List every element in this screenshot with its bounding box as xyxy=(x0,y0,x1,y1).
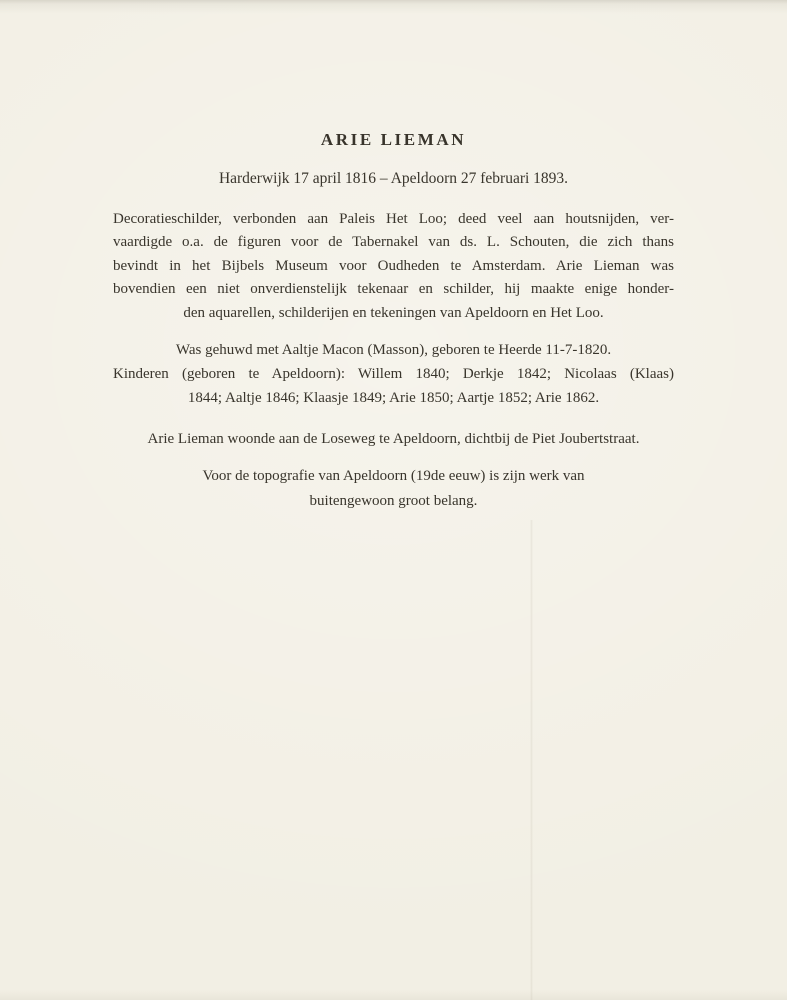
biography-paragraph xyxy=(113,208,674,325)
text-line: bevindt in het Bijbels Museum voor Oudheden te Amsterdam. Arie Lieman was xyxy=(113,257,674,274)
text-line: Arie Lieman woonde aan de Loseweg te Apeldoorn, dichtbij de Piet Joubertstraat. xyxy=(147,431,640,447)
text-line: Decoratieschilder, verbonden aan Paleis Het Loo; deed veel aan houtsnijden, ver- xyxy=(113,211,674,227)
page-title: ARIE LIEMAN xyxy=(320,130,467,149)
text-line: 1844; Aaltje 1846; Klaasje 1849; Arie 1850; Aartje 1852; Arie 1862. xyxy=(187,389,600,406)
family-paragraph xyxy=(113,339,674,410)
residence-paragraph xyxy=(113,428,674,451)
text-line: buitengewoon groot belang. xyxy=(309,493,478,509)
significance-paragraph xyxy=(113,464,674,514)
text-line: vaardigde o.a. de figuren voor de Tabernakel van ds. L. Schouten, die zich thans xyxy=(113,234,674,251)
text-line: bovendien een niet onverdienstelijk tekenaar en schilder, hij maakte enige honder- xyxy=(113,281,674,298)
text-line: Was gehuwd met Aaltje Macon (Masson), geboren te Heerde 11-7-1820. xyxy=(175,342,612,358)
text-line: Kinderen (geboren te Apeldoorn): Willem 1840; Derkje 1842; Nicolaas (Klaas) xyxy=(113,365,674,382)
text-line: Voor de topografie van Apeldoorn (19de eeuw) is zijn werk van xyxy=(202,468,585,484)
text-column xyxy=(113,0,674,1000)
life-dates-line: Harderwijk 17 april 1816 – Apeldoorn 27 februari 1893. xyxy=(218,170,569,187)
text-line: den aquarellen, schilderijen en tekeningen van Apeldoorn en Het Loo. xyxy=(183,304,604,321)
